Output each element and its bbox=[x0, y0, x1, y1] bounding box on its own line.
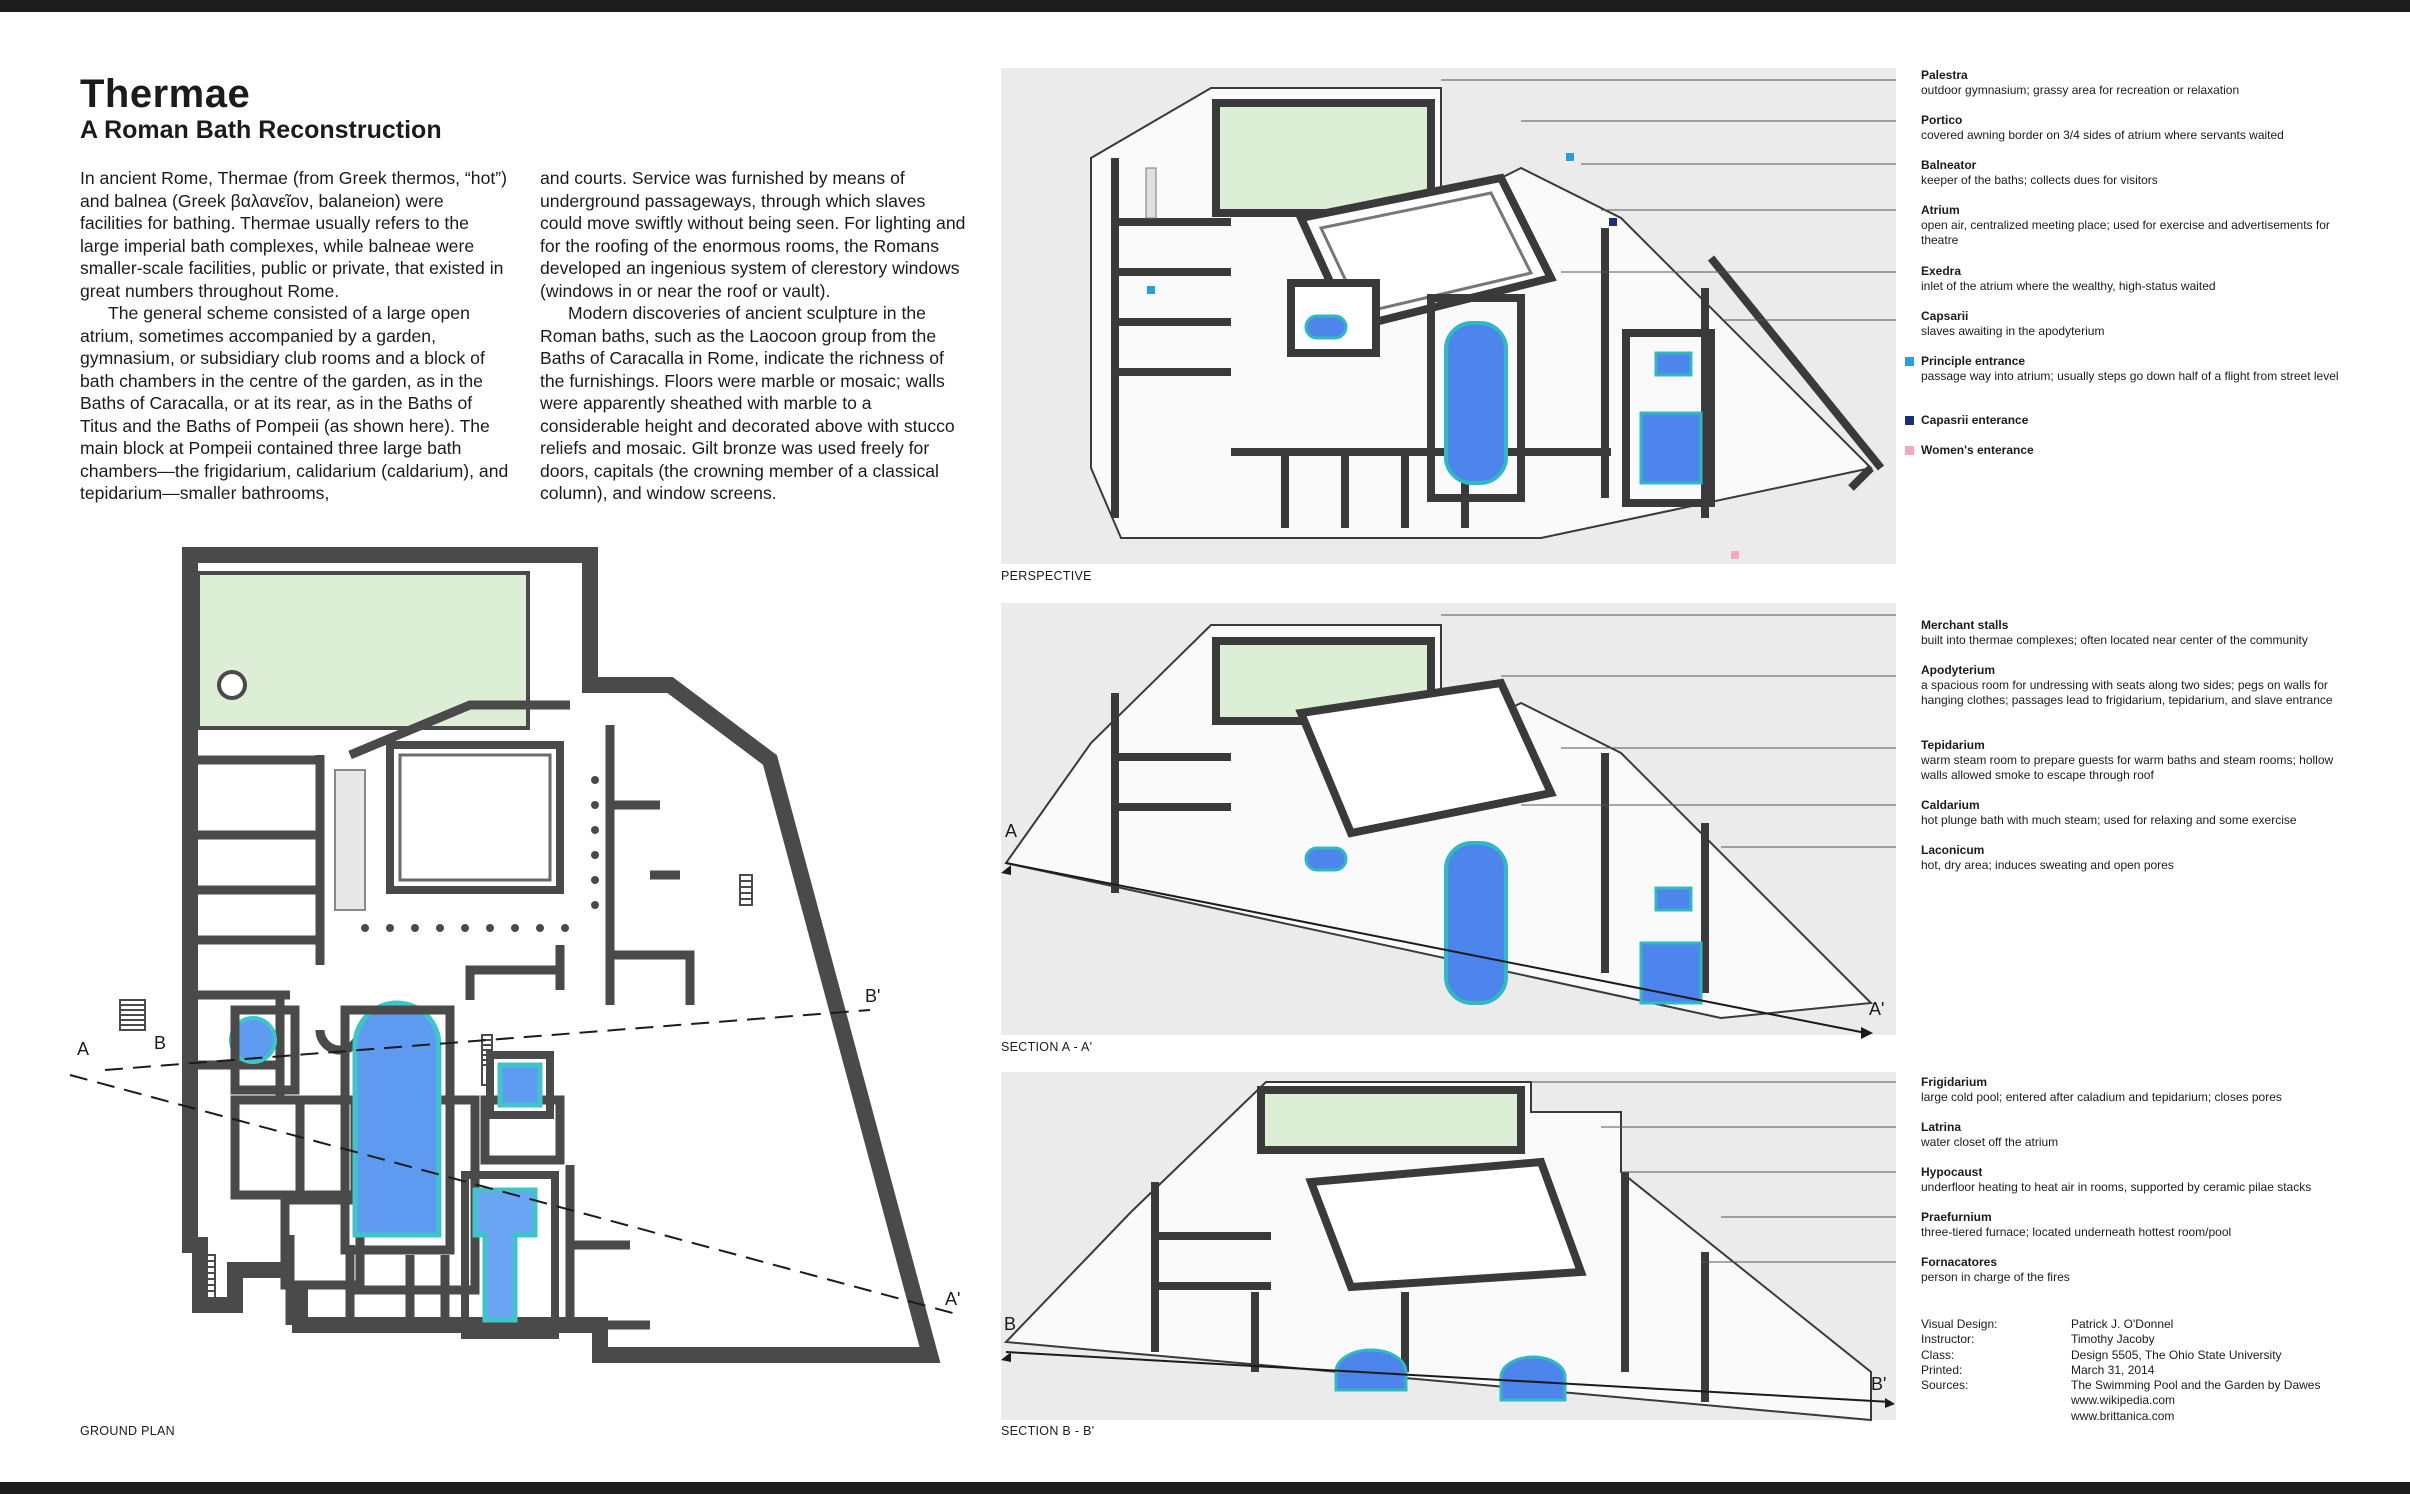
legend-item-desc: outdoor gymnasium; grassy area for recreation or relaxation bbox=[1921, 83, 2240, 97]
credit-key: Instructor: bbox=[1921, 1332, 1975, 1347]
credit-value: www.brittanica.com bbox=[2071, 1408, 2175, 1423]
credit-value: March 31, 2014 bbox=[2071, 1362, 2155, 1377]
legend-item-name: Caldarium bbox=[1921, 798, 1980, 812]
legend-swatch-icon bbox=[1905, 416, 1914, 425]
legend-item-name: Exedra bbox=[1921, 264, 1962, 278]
plan-marker-b-prime: B' bbox=[865, 986, 881, 1006]
legend-item-desc: a spacious room for undressing with seats along two sides; pegs on walls for hanging clothes; passages lead to frigidarium, tepidarium, and slave entrance bbox=[1921, 678, 2333, 707]
legend-item bbox=[1921, 113, 2361, 143]
legend-item bbox=[1921, 1075, 2361, 1105]
perspective-small-pool bbox=[1656, 353, 1691, 375]
credit-key: Class: bbox=[1921, 1347, 1955, 1362]
legend-item-name: Praefurnium bbox=[1921, 1210, 1992, 1224]
section-b-marker-b-prime: B' bbox=[1871, 1374, 1887, 1394]
legend-item-desc: person in charge of the fires bbox=[1921, 1270, 2070, 1284]
legend-item-name: Atrium bbox=[1921, 203, 1960, 217]
legend-item-desc: open air, centralized meeting place; used for exercise and advertisements for theatre bbox=[1921, 218, 2330, 247]
caption-section-a: SECTION A - A' bbox=[1001, 1040, 1093, 1054]
perspective-frigidarium-pool bbox=[1641, 413, 1701, 483]
legend-item-name: Tepidarium bbox=[1921, 738, 1985, 752]
credit-key bbox=[1921, 1409, 2071, 1424]
caption-perspective: PERSPECTIVE bbox=[1001, 569, 1092, 583]
plan-frigidarium-pool bbox=[475, 1190, 535, 1320]
perspective-tepidarium-pool bbox=[1446, 323, 1506, 483]
credit-value: Design 5505, The Ohio State University bbox=[2071, 1347, 2282, 1362]
perspective-round-pool bbox=[1306, 316, 1346, 338]
credit-row bbox=[1921, 1348, 2320, 1363]
plan-marker-a-prime: A' bbox=[945, 1289, 961, 1309]
section-b-panel bbox=[1001, 1072, 1896, 1420]
legend-item-desc: warm steam room to prepare guests for warm baths and steam rooms; hollow walls allowed smoke to escape through roof bbox=[1921, 753, 2334, 782]
credit-value: Timothy Jacoby bbox=[2071, 1332, 2155, 1347]
legend-item bbox=[1921, 158, 2361, 188]
legend-item-name: Capsarii bbox=[1921, 309, 1969, 323]
credit-key: Printed: bbox=[1921, 1362, 1963, 1377]
body-text-left bbox=[80, 167, 510, 505]
plan-palestra-basin bbox=[219, 672, 245, 698]
legend-item bbox=[1921, 738, 2361, 783]
legend-item-name: Merchant stalls bbox=[1921, 618, 2009, 632]
legend-item-name: Balneator bbox=[1921, 158, 1977, 172]
legend-item-desc: built into thermae complexes; often located near center of the community bbox=[1921, 633, 2308, 647]
section-b-round-pool-right bbox=[1501, 1357, 1565, 1400]
top-frame-bar bbox=[0, 0, 2410, 12]
credit-key: Visual Design: bbox=[1921, 1317, 1998, 1331]
legend-item bbox=[1921, 1210, 2361, 1240]
section-b-drawing bbox=[1001, 1072, 1896, 1420]
section-a-marker-a: A bbox=[1005, 821, 1018, 841]
legend-item-desc: water closet off the atrium bbox=[1921, 1135, 2059, 1149]
legend-item-desc: slaves awaiting in the apodyterium bbox=[1921, 324, 2105, 338]
credit-row bbox=[1921, 1409, 2320, 1424]
legend-item bbox=[1921, 663, 2361, 708]
ground-plan-drawing bbox=[77, 545, 970, 1365]
legend-item-name: Apodyterium bbox=[1921, 663, 1996, 677]
legend-item-desc: hot, dry area; induces sweating and open pores bbox=[1921, 858, 2174, 872]
legend-item-desc: inlet of the atrium where the wealthy, high-status waited bbox=[1921, 279, 2216, 293]
section-b-marker-b: B bbox=[1004, 1314, 1017, 1334]
legend-item bbox=[1921, 1255, 2361, 1285]
paragraph: Modern discoveries of ancient sculpture in the Roman baths, such as the Laocoon group from the Baths of Caracalla in Rome, indicate the richness of the furnishings. Floors were marble or mosaic; walls were apparently sheathed with marble to a considerable height and decorated above with stucco reliefs and mosaic. Gilt bronze was used freely for doors, capitals (the crowning member of a classical column), and window screens. bbox=[540, 303, 955, 503]
legend-item bbox=[1921, 843, 2361, 873]
legend-item-name: Women's enterance bbox=[1921, 443, 2034, 457]
legend-item bbox=[1921, 1120, 2361, 1150]
legend-item bbox=[1921, 68, 2361, 98]
legend-item-desc: passage way into atrium; usually steps go down half of a flight from street level bbox=[1921, 369, 2339, 383]
legend-item-name: Palestra bbox=[1921, 68, 1968, 82]
legend-item-desc: underfloor heating to heat air in rooms, supported by ceramic pilae stacks bbox=[1921, 1180, 2312, 1194]
credit-value: The Swimming Pool and the Garden by Dawes bbox=[2071, 1378, 2321, 1393]
legend-item-name: Capasrii enterance bbox=[1921, 413, 2029, 427]
credit-value: Patrick J. O'Donnel bbox=[2071, 1317, 2174, 1331]
legend-item-desc: large cold pool; entered after caladium and tepidarium; closes pores bbox=[1921, 1090, 2282, 1104]
legend-item bbox=[1921, 618, 2361, 648]
plan-atrium bbox=[390, 745, 560, 890]
poster-title: Thermae bbox=[80, 72, 251, 116]
credit-value: www.wikipedia.com bbox=[2071, 1393, 2176, 1408]
legend-swatch-icon bbox=[1905, 357, 1914, 366]
section-a-marker-a-prime: A' bbox=[1869, 999, 1885, 1019]
legend-item bbox=[1921, 413, 2361, 428]
legend-item-desc: hot plunge bath with much steam; used for relaxing and some exercise bbox=[1921, 813, 2297, 827]
legend-item bbox=[1921, 798, 2361, 828]
poster-subtitle: A Roman Bath Reconstruction bbox=[80, 116, 442, 144]
legend-item-name: Frigidarium bbox=[1921, 1075, 1988, 1089]
legend-item bbox=[1921, 203, 2361, 248]
legend-item bbox=[1921, 443, 2361, 458]
plan-small-pool bbox=[500, 1065, 540, 1105]
legend-item-name: Principle entrance bbox=[1921, 354, 2026, 368]
plan-caldarium-pool bbox=[355, 1003, 439, 1235]
legend-item bbox=[1921, 354, 2361, 384]
credit-row bbox=[1921, 1363, 2320, 1378]
plan-marker-a: A bbox=[77, 1039, 90, 1059]
credit-key: Sources: bbox=[1921, 1378, 1969, 1393]
legend-item-name: Portico bbox=[1921, 113, 1963, 127]
credit-key bbox=[1921, 1393, 2071, 1408]
legend-item-name: Hypocaust bbox=[1921, 1165, 1983, 1179]
legend-item-name: Fornacatores bbox=[1921, 1255, 1998, 1269]
credit-row bbox=[1921, 1332, 2320, 1347]
section-a-drawing bbox=[1001, 603, 1896, 1035]
body-text-right bbox=[540, 167, 970, 505]
credit-row bbox=[1921, 1393, 2320, 1408]
legend-item-name: Laconicum bbox=[1921, 843, 1985, 857]
legend-item-desc: keeper of the baths; collects dues for visitors bbox=[1921, 173, 2158, 187]
perspective-womens-entrance-marker bbox=[1731, 551, 1739, 559]
credits-block bbox=[1921, 1317, 2320, 1424]
legend-swatch-icon bbox=[1905, 446, 1914, 455]
section-b-round-pool-left bbox=[1336, 1350, 1406, 1390]
paragraph: In ancient Rome, Thermae (from Greek thermos, “hot”) and balnea (Greek βαλανεῖον, balaneion) were facilities for bathing. Thermae usually refers to the large imperial bath complexes, while balneae were smaller-scale facilities, public or private, that existed in great numbers throughout Rome. bbox=[80, 168, 507, 301]
legend-item-desc: covered awning border on 3/4 sides of atrium where servants waited bbox=[1921, 128, 2284, 142]
legend-item bbox=[1921, 264, 2361, 294]
perspective-panel bbox=[1001, 68, 1896, 564]
caption-section-b: SECTION B - B' bbox=[1001, 1424, 1095, 1438]
legend-item-name: Latrina bbox=[1921, 1120, 1962, 1134]
plan-marker-b: B bbox=[154, 1033, 167, 1053]
paragraph: and courts. Service was furnished by means of underground passageways, through which slaves could move swiftly without being seen. For lighting and for the roofing of the enormous rooms, the Romans developed an ingenious system of clerestory windows (windows in or near the roof or vault). bbox=[540, 168, 966, 301]
section-a-panel bbox=[1001, 603, 1896, 1035]
bottom-frame-bar bbox=[0, 1482, 2410, 1494]
credit-row bbox=[1921, 1378, 2320, 1393]
legend-item bbox=[1921, 309, 2361, 339]
perspective-drawing bbox=[1001, 68, 1896, 564]
perspective-principle-entrance-marker bbox=[1566, 153, 1574, 161]
legend-item bbox=[1921, 1165, 2361, 1195]
credit-row bbox=[1921, 1317, 2320, 1332]
legend-item-desc: three-tiered furnace; located underneath hottest room/pool bbox=[1921, 1225, 2232, 1239]
paragraph: The general scheme consisted of a large open atrium, sometimes accompanied by a garden, gymnasium, or subsidiary club rooms and a block of bath chambers in the centre of the garden, as in the Baths of Caracalla, or at its rear, as in the Baths of Titus and the Baths of Pompeii (as shown here). The main block at Pompeii contained three large bath chambers—the frigidarium, calidarium (caldarium), and tepidarium—smaller bathrooms, bbox=[80, 303, 509, 503]
perspective-capsarii-entrance-marker bbox=[1609, 218, 1617, 226]
caption-ground-plan: GROUND PLAN bbox=[80, 1424, 175, 1438]
